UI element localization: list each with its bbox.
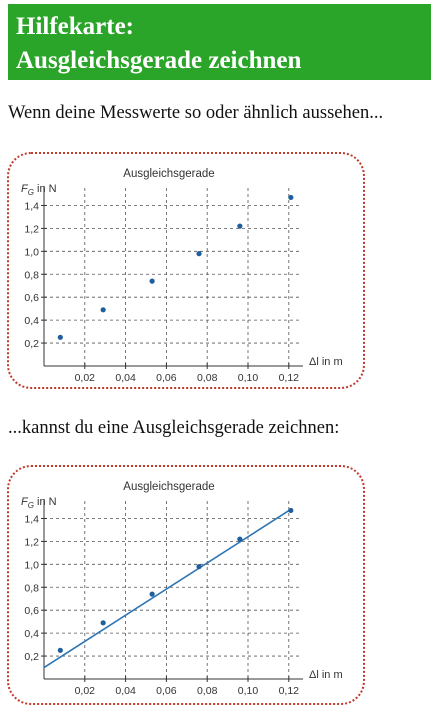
y-axis-label: $F_G$ in N [21,183,57,197]
data-point [101,307,106,312]
data-point [288,508,293,513]
header-title-line1: Hilfekarte: [16,13,135,40]
x-tick-label: 0,04 [115,372,136,384]
intro-text-1: Wenn deine Messwerte so oder ähnlich aussehen... [8,103,384,123]
y-tick-label: 1,0 [24,559,39,572]
x-tick-label: 0,12 [278,372,300,384]
data-point [288,195,293,200]
y-tick-label: 1,4 [24,200,39,213]
intro-text-2: ...kannst du eine Ausgleichsgerade zeichnen: [8,418,340,438]
data-point [196,251,201,256]
data-point [58,335,63,340]
y-tick-label: 1,2 [24,536,39,549]
y-tick-label: 0,4 [24,628,39,641]
chart-card-1 [7,152,365,389]
x-axis-label: Δl in m [309,356,343,368]
chart-card-2 [7,465,365,705]
data-point [150,279,155,284]
header-banner [8,4,431,80]
x-tick-label: 0,06 [156,685,177,697]
x-tick-label: 0,02 [74,685,96,697]
y-tick-label: 0,2 [24,338,39,351]
y-tick-label: 0,8 [24,269,39,282]
y-tick-label: 0,6 [24,292,39,305]
data-point [150,592,155,597]
chart-title: Ausgleichsgerade [123,481,215,493]
x-tick-label: 0,12 [278,685,300,697]
x-tick-label: 0,10 [237,372,259,384]
x-tick-label: 0,06 [156,372,177,384]
data-point [58,648,63,653]
header-title-line2: Ausgleichsgerade zeichnen [16,47,302,74]
data-point [237,224,242,229]
data-point [196,564,201,569]
x-tick-label: 0,08 [196,685,218,697]
x-tick-label: 0,10 [237,685,259,697]
data-point [101,620,106,625]
x-tick-label: 0,02 [74,372,96,384]
y-axis-label: $F_G$ in N [21,496,57,510]
fit-line [44,509,291,667]
y-tick-label: 1,4 [24,513,39,526]
scatter-chart-2-with-fit-line [9,467,363,703]
y-tick-label: 0,8 [24,582,39,595]
x-tick-label: 0,04 [115,685,136,697]
y-tick-label: 1,0 [24,246,39,259]
y-tick-label: 1,2 [24,223,39,236]
y-tick-label: 0,2 [24,651,39,664]
y-tick-label: 0,4 [24,315,39,328]
data-point [237,537,242,542]
x-tick-label: 0,08 [196,372,218,384]
x-axis-label: Δl in m [309,669,343,681]
chart-title: Ausgleichsgerade [123,168,215,180]
scatter-chart-1 [9,154,363,387]
y-tick-label: 0,6 [24,605,39,618]
